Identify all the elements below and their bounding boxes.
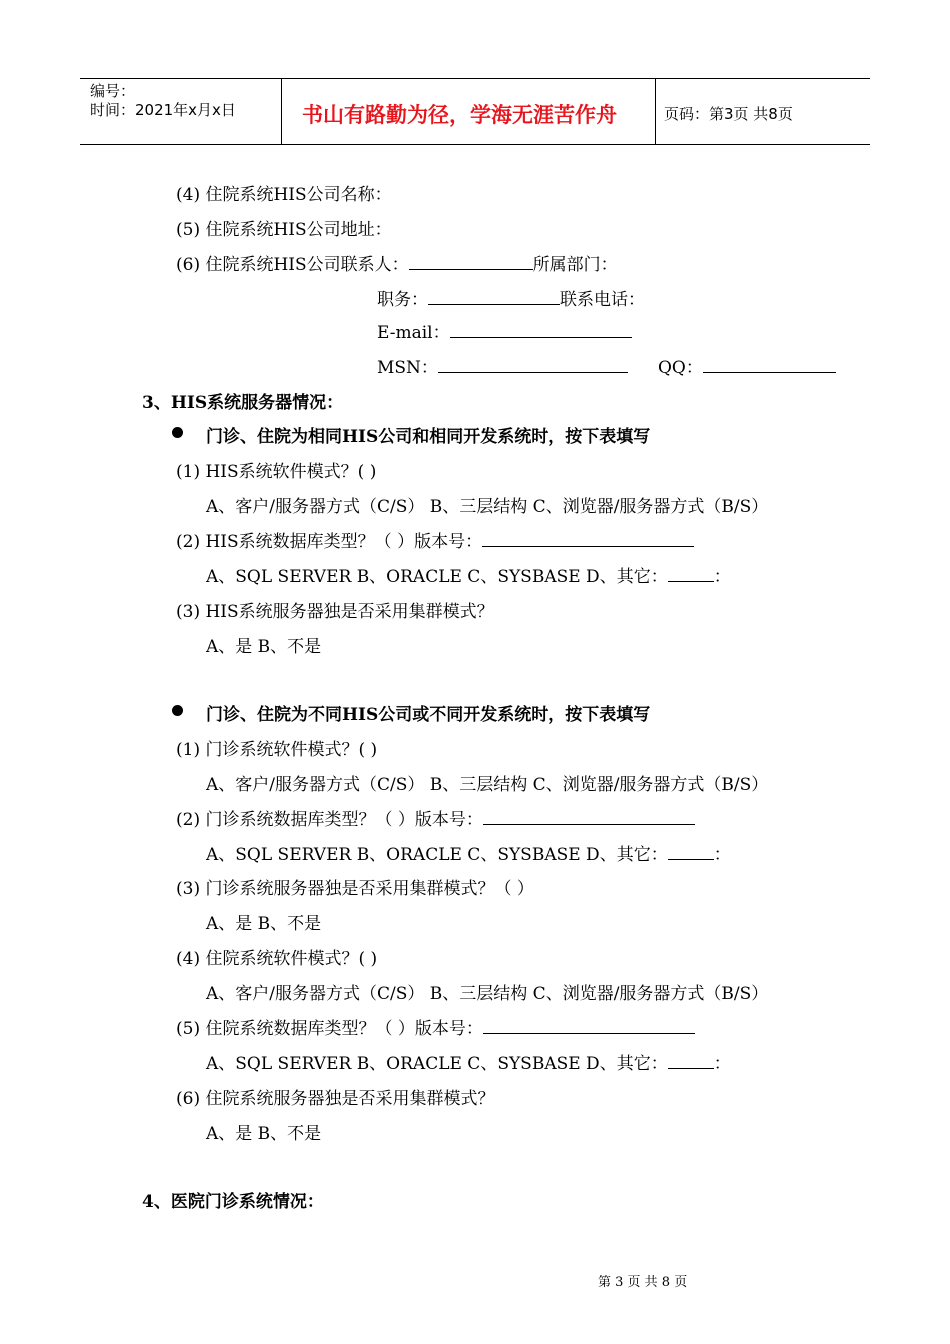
email-row: [377, 318, 632, 343]
diff-q4: (4) 住院系统软件模式？( ): [176, 949, 378, 969]
his-company-address-field: (5) 住院系统HIS公司地址：: [176, 220, 392, 240]
header-page-label: 页码：第3页 共8页: [664, 105, 793, 123]
diff-q2-tail: ：: [713, 845, 731, 865]
footer-page-number: 第 3 页 共 8 页: [598, 1275, 688, 1290]
header-time-label: 时间：2021年x月x日: [90, 101, 236, 119]
diff-q6: (6) 住院系统服务器独是否采用集群模式？: [176, 1089, 495, 1109]
same-q2-label: (2) HIS系统数据库类型？（ ）版本号：: [176, 532, 483, 552]
diff-q4-options: A、客户/服务器方式（C/S） B、三层结构 C、浏览器/服务器方式（B/S）: [206, 984, 769, 1004]
contact-label: (6) 住院系统HIS公司联系人：: [176, 255, 409, 275]
diff-system-heading: 门诊、住院为不同HIS公司或不同开发系统时，按下表填写: [206, 705, 651, 725]
same-q3-options: A、是 B、不是: [206, 637, 322, 657]
same-q2-options-label: A、SQL SERVER B、ORACLE C、SYSBASE D、其它：: [206, 567, 668, 587]
msn-label: MSN：: [377, 358, 438, 378]
diff-q6-options: A、是 B、不是: [206, 1124, 322, 1144]
same-q2: [176, 527, 694, 552]
diff-q5-tail: ：: [713, 1054, 731, 1074]
header-divider-left: [281, 78, 282, 145]
diff-q2: [176, 805, 695, 830]
phone-label: 联系电话：: [560, 290, 645, 310]
position-label: 职务：: [377, 290, 428, 310]
diff-q3: (3) 门诊系统服务器独是否采用集群模式？（ ）: [176, 879, 534, 899]
header-top-rule: [80, 78, 870, 79]
same-q3: (3) HIS系统服务器独是否采用集群模式？: [176, 602, 494, 622]
qq-row: [658, 353, 836, 378]
diff-q5: [176, 1014, 695, 1039]
header-number-label: 编号：: [90, 82, 136, 100]
his-company-contact-field: [176, 250, 618, 275]
diff-q2-other-blank[interactable]: [668, 845, 714, 860]
dept-label: 所属部门：: [532, 255, 618, 275]
header-divider-right: [655, 78, 656, 145]
section3-title: 3、HIS系统服务器情况：: [142, 393, 344, 413]
same-q2-other-blank[interactable]: [668, 567, 714, 582]
qq-label: QQ：: [658, 358, 703, 378]
contact-blank[interactable]: [409, 255, 533, 270]
diff-q1: (1) 门诊系统软件模式？( ): [176, 740, 378, 760]
same-q1-options: A、客户/服务器方式（C/S） B、三层结构 C、浏览器/服务器方式（B/S）: [206, 497, 769, 517]
msn-row: [377, 353, 628, 378]
bullet-icon: [172, 705, 183, 716]
diff-q2-version-blank[interactable]: [483, 810, 695, 825]
email-label: E-mail：: [377, 323, 450, 343]
qq-blank[interactable]: [703, 358, 836, 373]
section4-title: 4、医院门诊系统情况：: [142, 1192, 324, 1212]
diff-q2-label: (2) 门诊系统数据库类型？（ ）版本号：: [176, 810, 483, 830]
email-blank[interactable]: [450, 323, 632, 338]
same-system-heading: 门诊、住院为相同HIS公司和相同开发系统时，按下表填写: [206, 427, 651, 447]
header-bottom-rule: [80, 144, 870, 145]
diff-q5-options-label: A、SQL SERVER B、ORACLE C、SYSBASE D、其它：: [206, 1054, 668, 1074]
same-q2-version-blank[interactable]: [482, 532, 694, 547]
diff-q1-options: A、客户/服务器方式（C/S） B、三层结构 C、浏览器/服务器方式（B/S）: [206, 775, 769, 795]
diff-q5-label: (5) 住院系统数据库类型？（ ）版本号：: [176, 1019, 483, 1039]
position-blank[interactable]: [428, 290, 560, 305]
diff-q5-other-blank[interactable]: [668, 1054, 714, 1069]
diff-q5-options: [206, 1049, 731, 1074]
diff-q2-options: [206, 840, 731, 865]
header-motto: 书山有路勤为径，学海无涯苦作舟: [302, 103, 617, 127]
same-q2-tail: ：: [713, 567, 731, 587]
same-q2-options: [206, 562, 731, 587]
diff-q2-options-label: A、SQL SERVER B、ORACLE C、SYSBASE D、其它：: [206, 845, 668, 865]
position-phone-row: [377, 285, 645, 310]
diff-q3-options: A、是 B、不是: [206, 914, 322, 934]
msn-blank[interactable]: [438, 358, 628, 373]
bullet-icon: [172, 427, 183, 438]
same-q1: (1) HIS系统软件模式？( ): [176, 462, 377, 482]
his-company-name-field: (4) 住院系统HIS公司名称：: [176, 185, 392, 205]
diff-q5-version-blank[interactable]: [483, 1019, 695, 1034]
